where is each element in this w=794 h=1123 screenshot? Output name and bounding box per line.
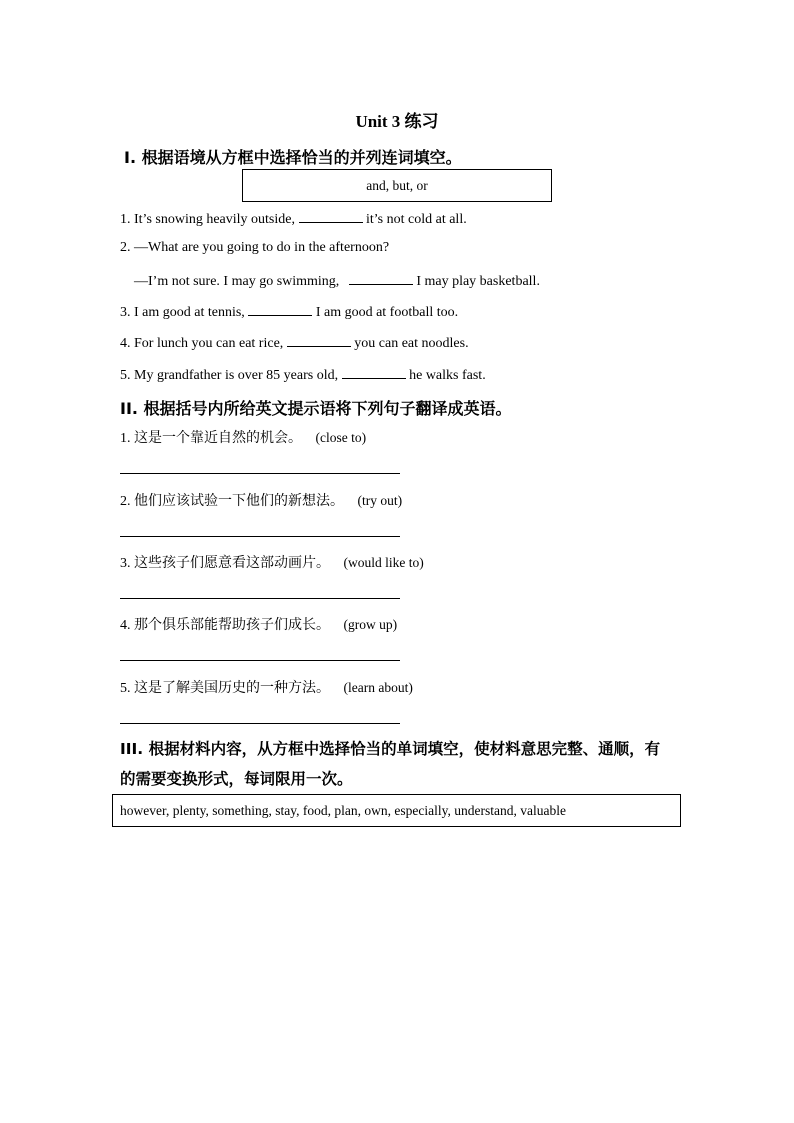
blank-2[interactable] — [349, 271, 413, 285]
translation-item-3: 3. 这些孩子们愿意看这部动画片。 (would like to) — [120, 555, 424, 571]
exercise-item-2-answer: —I’m not sure. I may go swimming, I may play basketball. — [134, 271, 540, 290]
page-title: Unit 3 练习 — [355, 112, 439, 131]
exercise-item-1: 1. It’s snowing heavily outside, it’s not cold at all. — [120, 209, 467, 228]
translation-item-1: 1. 这是一个靠近自然的机会。 (close to) — [120, 430, 367, 446]
blank-3[interactable] — [248, 302, 312, 316]
exercise-item-4: 4. For lunch you can eat rice, you can eat noodles. — [120, 333, 469, 352]
translation-item-5: 5. 这是了解美国历史的一种方法。 (learn about) — [120, 680, 413, 696]
answer-line-1[interactable] — [120, 473, 400, 474]
exercise-item-2: 2. —What are you going to do in the afternoon? — [120, 240, 390, 255]
blank-5[interactable] — [342, 365, 406, 379]
section1-heading: Ⅰ. 根据语境从方框中选择恰当的并列连词填空。 — [124, 148, 462, 167]
answer-line-4[interactable] — [120, 660, 400, 661]
blank-1[interactable] — [299, 209, 363, 223]
section3-word-box: however, plenty, something, stay, food, plan, own, especially, understand, valuable — [112, 794, 681, 827]
blank-4[interactable] — [287, 333, 351, 347]
section3-heading-line2: 的需要变换形式，每词限用一次。 — [120, 770, 353, 788]
section1-word-box: and, but, or — [242, 169, 552, 202]
translation-item-4: 4. 那个俱乐部能帮助孩子们成长。 (grow up) — [120, 617, 398, 633]
answer-line-2[interactable] — [120, 536, 400, 537]
translation-item-2: 2. 他们应该试验一下他们的新想法。 (try out) — [120, 493, 403, 509]
exercise-item-5: 5. My grandfather is over 85 years old, he walks fast. — [120, 365, 486, 384]
section2-heading: II. 根据括号内所给英文提示语将下列句子翻译成英语。 — [120, 399, 512, 418]
exercise-item-3: 3. I am good at tennis, I am good at football too. — [120, 302, 458, 321]
answer-line-3[interactable] — [120, 598, 400, 599]
section3-heading-line1: III. 根据材料内容，从方框中选择恰当的单词填空，使材料意思完整、通顺，有 — [120, 740, 661, 758]
answer-line-5[interactable] — [120, 723, 400, 724]
